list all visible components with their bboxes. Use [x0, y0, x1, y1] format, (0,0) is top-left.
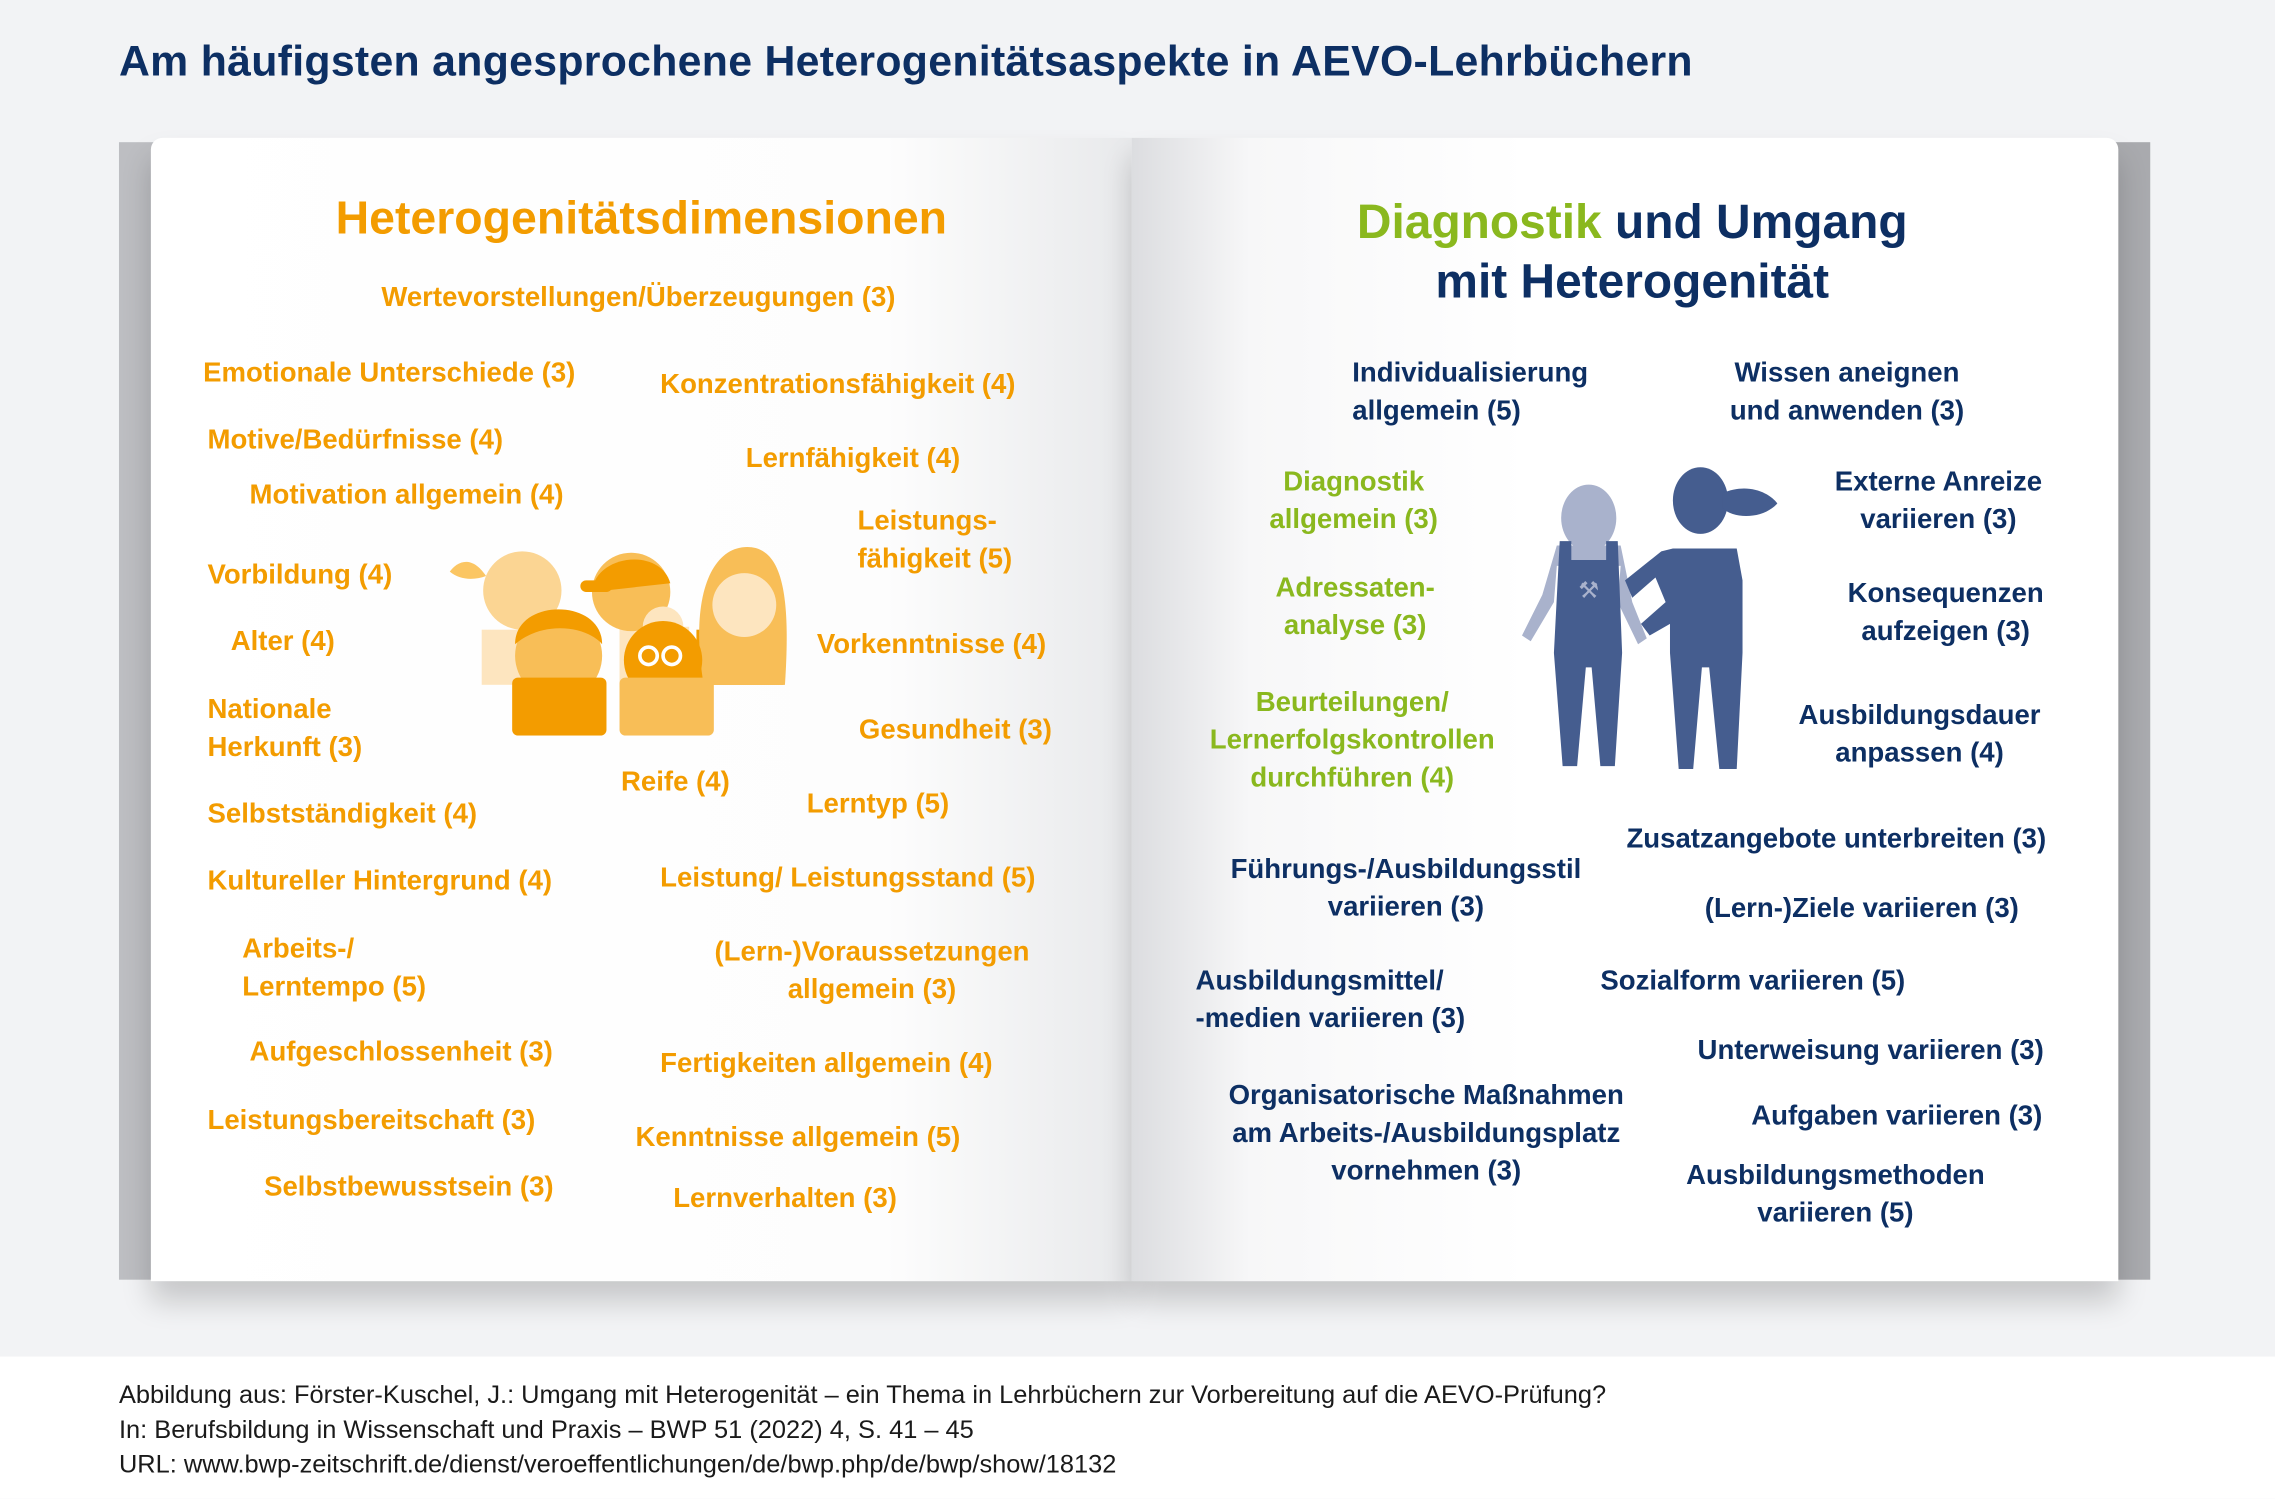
handling-item — [1698, 1033, 2044, 1071]
handling-item — [1799, 698, 2041, 773]
item-line: Gesundheit (3) — [858, 715, 1052, 746]
group-of-people-icon — [443, 540, 798, 736]
right-heading-rest: und Umgang — [1601, 194, 1908, 249]
dimension-item — [207, 422, 503, 460]
item-line: Unterweisung variieren (3) — [1697, 1035, 2044, 1067]
handling-item — [1705, 891, 2019, 929]
item-line: Wertevorstellungen/Überzeugungen (3) — [381, 282, 896, 314]
dimension-item — [635, 1120, 960, 1158]
item-line: Selbstbewusstsein (3) — [264, 1172, 554, 1203]
item-line: vornehmen (3) — [1331, 1156, 1522, 1187]
item-line: Externe Anreize — [1834, 467, 2043, 498]
item-line: Lernverhalten (3) — [673, 1183, 897, 1215]
item-line: Diagnostik — [1283, 467, 1425, 498]
right-heading — [1306, 192, 1959, 311]
item-line: Adressaten- — [1275, 573, 1435, 604]
item-line: Nationale — [207, 694, 332, 726]
item-line: Ausbildungsmittel/ — [1195, 966, 1444, 997]
handling-item — [1231, 852, 1582, 927]
item-line: Alter (4) — [230, 626, 335, 658]
dimension-item — [381, 280, 895, 318]
citation-footer — [0, 1357, 2275, 1499]
item-line: aufzeigen (3) — [1861, 616, 2030, 648]
item-line: Vorbildung (4) — [207, 560, 393, 591]
item-line: Leistungs- — [857, 506, 997, 537]
item-line: Individualisierung — [1352, 358, 1589, 389]
item-line: allgemein (3) — [1269, 504, 1438, 536]
item-line: allgemein (3) — [787, 975, 957, 1006]
item-line: durchführen (4) — [1250, 763, 1455, 794]
dimension-item — [207, 692, 362, 767]
item-line: Reife (4) — [620, 767, 730, 798]
page-title: Am häufigsten angesprochene Heterogenitätsaspekte in AEVO-Lehrbüchern — [118, 37, 1693, 86]
item-line: allgemein (5) — [1352, 396, 1521, 427]
citation-line: Abbildung aus: Förster-Kuschel, J.: Umgang mit Heterogenität – ein Thema in Lehrbüchern zur Vorbereitung auf die AEVO-Prüfung? — [118, 1379, 1607, 1409]
dimension-item — [207, 1103, 535, 1141]
dimension-item — [207, 797, 477, 835]
item-line: Leistungsbereitschaft (3) — [207, 1105, 536, 1137]
item-line: Lernerfolgskontrollen — [1209, 725, 1495, 756]
item-line: -medien variieren (3) — [1195, 1004, 1466, 1035]
item-line: Lerntempo (5) — [242, 972, 427, 1003]
dimension-item — [242, 931, 426, 1006]
dimension-item — [714, 934, 1029, 1009]
item-line: variieren (3) — [1327, 892, 1485, 923]
item-line: fähigkeit (5) — [857, 544, 1013, 575]
item-line: Motive/Bedürfnisse (4) — [207, 425, 504, 456]
dimension-item — [857, 503, 1012, 578]
dimension-item — [264, 1169, 554, 1207]
handling-item — [1196, 963, 1466, 1038]
item-line: Führungs-/Ausbildungsstil — [1230, 854, 1582, 886]
item-line: Kenntnisse allgemein (5) — [635, 1122, 961, 1154]
right-heading-highlight: Diagnostik — [1356, 194, 1602, 249]
citation-line: In: Berufsbildung in Wissenschaft und Praxis – BWP 51 (2022) 4, S. 41 – 45 — [118, 1414, 974, 1444]
item-line: variieren (3) — [1860, 504, 2017, 536]
item-line: Motivation allgemein (4) — [249, 480, 564, 511]
item-line: (Lern-)Ziele variieren (3) — [1704, 893, 2019, 925]
item-line: Zusatzangebote unterbreiten (3) — [1626, 824, 2047, 855]
dimension-item — [859, 712, 1052, 750]
item-line: Herkunft (3) — [207, 732, 363, 764]
diagnostics-item — [1275, 570, 1434, 645]
dimension-item — [207, 557, 392, 595]
item-line: (Lern-)Voraussetzungen — [714, 937, 1030, 968]
dimension-item — [660, 860, 1035, 898]
item-line: analyse (3) — [1283, 610, 1427, 642]
dimension-item — [673, 1181, 897, 1219]
handling-item — [1835, 464, 2042, 539]
item-line: Lernfähigkeit (4) — [745, 443, 961, 475]
item-line: Wissen aneignen — [1734, 358, 1960, 389]
item-line: Vorkenntnisse (4) — [816, 629, 1047, 661]
citation-url: URL: www.bwp-zeitschrift.de/dienst/veroeffentlichungen/de/bwp.php/de/bwp/show/18132 — [118, 1449, 1117, 1479]
dimension-item — [621, 765, 730, 803]
item-line: Kultureller Hintergrund (4) — [207, 866, 553, 897]
dimension-item — [746, 441, 960, 479]
item-line: Fertigkeiten allgemein (4) — [660, 1049, 993, 1080]
dimension-item — [250, 477, 564, 515]
item-line: und anwenden (3) — [1729, 396, 1965, 427]
right-heading-line2: mit Heterogenität — [1435, 253, 1830, 308]
item-line: Lerntyp (5) — [806, 789, 950, 820]
trainer-and-apprentice-icon — [1516, 464, 1792, 772]
item-line: Arbeits-/ — [242, 934, 355, 965]
handling-item — [1848, 576, 2044, 651]
handling-item — [1751, 1098, 2042, 1136]
item-line: Konsequenzen — [1847, 578, 2044, 610]
handling-item — [1352, 355, 1588, 430]
item-line: Ausbildungsmethoden — [1686, 1160, 1985, 1192]
dimension-item — [660, 1046, 992, 1084]
item-line: Selbstständigkeit (4) — [207, 799, 478, 830]
item-line: Konzentrationsfähigkeit (4) — [660, 369, 1016, 401]
dimension-item — [250, 1034, 553, 1072]
handling-item — [1730, 355, 1964, 430]
diagnostics-item — [1269, 464, 1438, 539]
item-line: variieren (5) — [1757, 1198, 1914, 1229]
item-line: Sozialform variieren (5) — [1600, 966, 1906, 997]
item-line: am Arbeits-/Ausbildungsplatz — [1232, 1118, 1621, 1150]
item-line: Aufgeschlossenheit (3) — [249, 1037, 553, 1068]
item-line: Emotionale Unterschiede (3) — [203, 358, 576, 389]
dimension-item — [660, 367, 1015, 405]
dimension-item — [207, 863, 552, 901]
handling-item — [1686, 1158, 1985, 1233]
dimension-item — [817, 627, 1046, 665]
handling-item — [1229, 1078, 1624, 1191]
handling-item — [1600, 963, 1905, 1001]
item-line: Aufgaben variieren (3) — [1751, 1101, 2043, 1132]
handling-item — [1626, 821, 2046, 859]
left-heading: Heterogenitätsdimensionen — [335, 191, 948, 244]
item-line: Leistung/ Leistungsstand (5) — [660, 863, 1036, 894]
dimension-item — [203, 355, 575, 393]
item-line: Ausbildungsdauer — [1798, 700, 2041, 732]
item-line: anpassen (4) — [1835, 738, 2004, 769]
item-line: Organisatorische Maßnahmen — [1228, 1080, 1624, 1112]
dimension-item — [807, 786, 949, 824]
svg-text:⚒: ⚒ — [1578, 576, 1600, 604]
item-line: Beurteilungen/ — [1255, 687, 1449, 719]
diagnostics-item — [1210, 685, 1495, 798]
dimension-item — [231, 624, 335, 662]
